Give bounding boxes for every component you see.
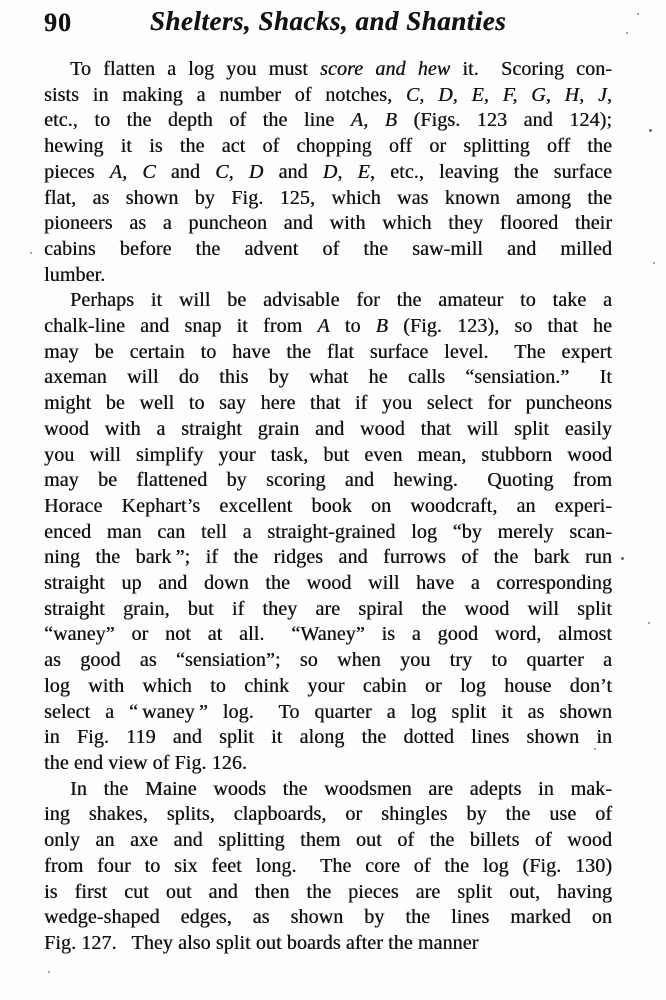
italic-text: A, B <box>350 109 398 132</box>
body-text: wood with a straight grain and wood that will split easily <box>44 417 612 440</box>
scan-speck <box>594 748 596 750</box>
text-line <box>44 545 612 571</box>
text-line <box>44 468 612 494</box>
body-text: as good as “sensiation”; so when you try to quarter a <box>44 649 612 672</box>
page-header <box>44 5 612 43</box>
body-text: the end view of Fig. 126. <box>44 751 248 774</box>
running-title: Shelters, Shacks, and Shanties <box>149 6 507 36</box>
body-text: enced man can tell a straight-grained log “by merely scan- <box>44 520 612 543</box>
scan-speck <box>30 252 32 254</box>
text-line <box>44 57 612 83</box>
text-line <box>44 134 612 160</box>
italic-text: D, E <box>322 160 370 183</box>
text-block <box>44 57 612 957</box>
body-text: chalk-line and snap it from <box>44 315 318 338</box>
text-line <box>44 494 612 520</box>
text-line <box>44 108 612 134</box>
text-line <box>44 288 612 314</box>
body-text: lumber. <box>44 263 106 286</box>
text-line <box>44 160 612 186</box>
body-text: may be flattened by scoring and hewing. Quoting from <box>44 469 612 492</box>
text-line <box>44 854 612 880</box>
italic-text: B <box>375 315 388 338</box>
body-text: to <box>329 315 376 338</box>
body-text: flat, as shown by Fig. 125, which was known among the <box>44 186 612 209</box>
text-line <box>44 237 612 263</box>
text-line <box>44 520 612 546</box>
text-line <box>44 340 612 366</box>
body-text: and <box>263 160 323 183</box>
body-text: and <box>155 160 216 183</box>
body-text: might be well to say here that if you select for puncheons <box>44 392 612 415</box>
body-text: (Figs. 123 and 124); <box>397 109 612 132</box>
body-text: you will simplify your task, but even mean, stubborn wood <box>44 443 612 466</box>
body-text: is first cut out and then the pieces are split out, having <box>44 880 612 903</box>
scan-speck <box>626 32 628 34</box>
text-line <box>44 186 612 212</box>
text-line <box>44 905 612 931</box>
scan-speck <box>653 262 655 264</box>
text-line <box>44 417 612 443</box>
scan-speck <box>621 557 624 560</box>
text-line <box>44 725 612 751</box>
body-text: log with which to chink your cabin or log house don’t <box>44 674 612 697</box>
text-line <box>44 931 612 957</box>
body-text: in Fig. 119 and split it along the dotted lines shown in <box>44 726 612 749</box>
body-text: Horace Kephart’s excellent book on woodcraft, an experi- <box>44 494 612 517</box>
scan-speck <box>648 622 650 624</box>
text-line <box>44 648 612 674</box>
text-line <box>44 880 612 906</box>
body-text: axeman will do this by what he calls “sensiation.” It <box>44 366 612 389</box>
body-text: Fig. 127. They also split out boards after the manner <box>44 931 479 954</box>
body-text: “waney” or not at all. “Waney” is a good word, almost <box>44 623 612 646</box>
text-line <box>44 365 612 391</box>
scan-speck <box>48 971 50 973</box>
body-text: select a “ waney ” log. To quarter a log split it as shown <box>44 700 612 723</box>
body-text: it. Scoring con- <box>450 58 612 80</box>
text-line <box>44 263 612 289</box>
body-text: may be certain to have the flat surface level. The expert <box>44 340 612 363</box>
body-text: ing shakes, splits, clapboards, or shingles by the use of <box>44 803 612 826</box>
body-text: In the Maine woods the woodsmen are adepts in mak- <box>70 777 612 800</box>
body-text: straight up and down the wood will have a corresponding <box>44 572 612 595</box>
scan-speck <box>649 129 652 132</box>
body-text: To flatten a log you must <box>70 58 321 80</box>
body-text: Perhaps it will be advisable for the amateur to take a <box>70 289 612 312</box>
italic-text: A <box>317 315 330 338</box>
body-text: , etc., leaving the surface <box>369 160 613 183</box>
text-line <box>44 828 612 854</box>
italic-text: score and hew <box>320 58 451 80</box>
body-text: pioneers as a puncheon and with which they floored their <box>44 212 612 235</box>
body-text: etc., to the depth of the line <box>44 109 351 132</box>
body-text: wedge-shaped edges, as shown by the lines marked on <box>44 906 612 929</box>
scan-speck <box>637 13 639 15</box>
text-line <box>44 597 612 623</box>
text-line <box>44 700 612 726</box>
text-line <box>44 443 612 469</box>
body-text: straight grain, but if they are spiral the wood will split <box>44 597 612 620</box>
text-line <box>44 674 612 700</box>
paragraph <box>44 57 612 288</box>
body-text: sists in making a number of notches, <box>44 83 406 106</box>
body-text: ning the bark ”; if the ridges and furrows of the bark run <box>44 546 612 569</box>
text-line <box>44 211 612 237</box>
paragraph <box>44 288 612 776</box>
body-text: from four to six feet long. The core of the log (Fig. 130) <box>44 854 612 877</box>
body-text: hewing it is the act of chopping off or splitting off the <box>44 135 612 158</box>
text-line <box>44 622 612 648</box>
text-line <box>44 751 612 777</box>
text-line <box>44 314 612 340</box>
text-line <box>44 571 612 597</box>
paragraph <box>44 777 612 957</box>
text-line <box>44 777 612 803</box>
italic-text: C, D, E, F, G, H, J <box>405 83 607 106</box>
page-number: 90 <box>44 8 72 37</box>
body-text: , <box>606 83 612 106</box>
italic-text: A, C <box>109 160 156 183</box>
body-text: (Fig. 123), so that he <box>387 315 612 338</box>
body-text: cabins before the advent of the saw-mill and milled <box>44 237 612 260</box>
text-line <box>44 83 612 109</box>
text-line <box>44 802 612 828</box>
italic-text: C, D <box>215 160 264 183</box>
body-text: only an axe and splitting them out of the billets of wood <box>44 829 612 852</box>
text-line <box>44 391 612 417</box>
body-text: pieces <box>44 160 110 183</box>
